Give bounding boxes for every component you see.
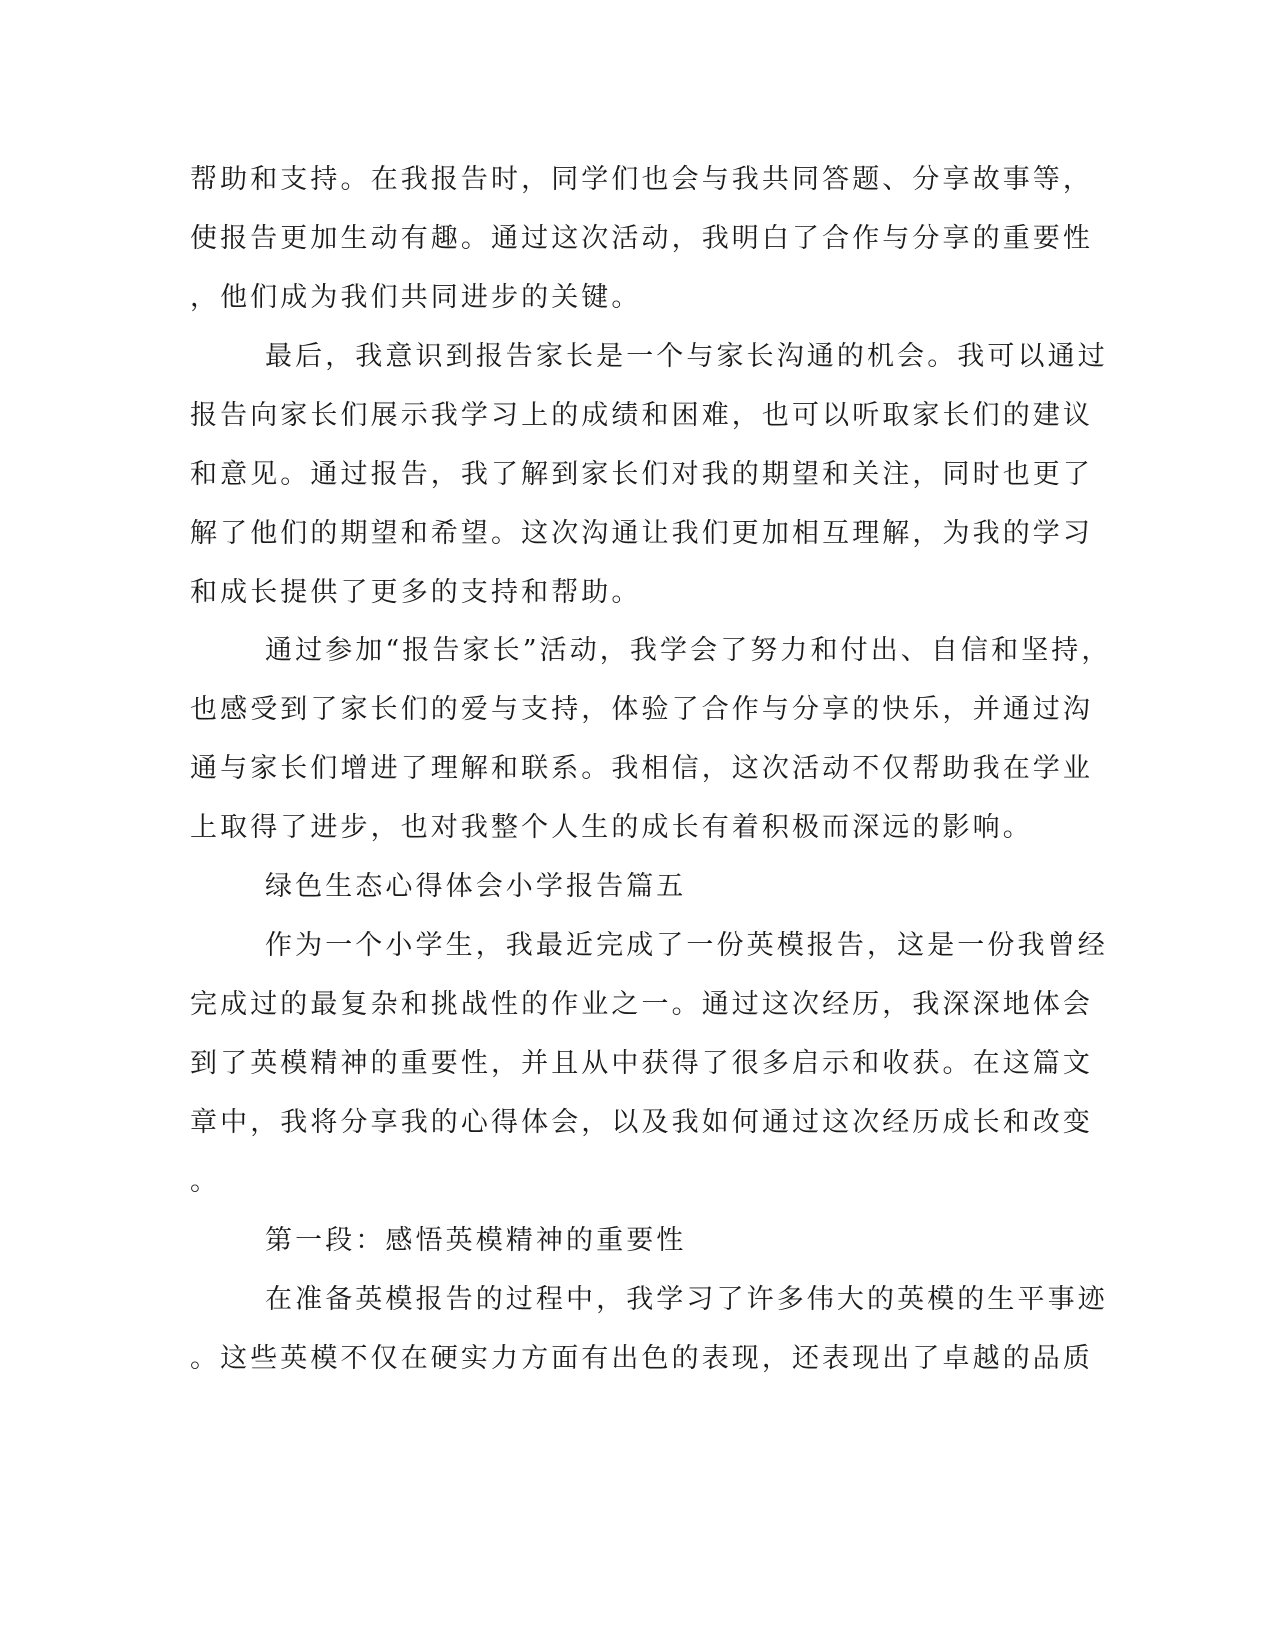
paragraph-first-line: 在准备英模报告的过程中，我学习了许多伟大的英模的生平事迹 bbox=[265, 1284, 1108, 1315]
paragraph-first-line: 最后，我意识到报告家长是一个与家长沟通的机会。我可以通过 bbox=[265, 341, 1108, 372]
body-text-line: 帮助和支持。在我报告时，同学们也会与我共同答题、分享故事等， bbox=[190, 164, 1093, 195]
body-text-line: 和意见。通过报告，我了解到家长们对我的期望和关注，同时也更了 bbox=[190, 459, 1093, 490]
body-text-line: 也感受到了家长们的爱与支持，体验了合作与分享的快乐，并通过沟 bbox=[190, 694, 1093, 725]
section-heading: 绿色生态心得体会小学报告篇五 bbox=[265, 871, 687, 902]
body-text-line: 报告向家长们展示我学习上的成绩和困难，也可以听取家长们的建议 bbox=[190, 400, 1093, 431]
body-text-line: 。 bbox=[190, 1166, 221, 1197]
body-text-line: 章中，我将分享我的心得体会，以及我如何通过这次经历成长和改变 bbox=[190, 1107, 1093, 1138]
body-text-line: 。这些英模不仅在硬实力方面有出色的表现，还表现出了卓越的品质 bbox=[190, 1343, 1093, 1374]
body-text-line: 解了他们的期望和希望。这次沟通让我们更加相互理解，为我的学习 bbox=[190, 518, 1093, 549]
body-text-line: ，他们成为我们共同进步的关键。 bbox=[190, 282, 642, 313]
body-text-line: 上取得了进步，也对我整个人生的成长有着积极而深远的影响。 bbox=[190, 812, 1033, 843]
paragraph-first-line: 通过参加“报告家长”活动，我学会了努力和付出、自信和坚持， bbox=[265, 635, 1112, 666]
body-text-line: 通与家长们增进了理解和联系。我相信，这次活动不仅帮助我在学业 bbox=[190, 753, 1093, 784]
body-text-line: 和成长提供了更多的支持和帮助。 bbox=[190, 577, 642, 608]
subsection-heading: 第一段：感悟英模精神的重要性 bbox=[265, 1225, 687, 1256]
paragraph-first-line: 作为一个小学生，我最近完成了一份英模报告，这是一份我曾经 bbox=[265, 930, 1108, 961]
body-text-line: 使报告更加生动有趣。通过这次活动，我明白了合作与分享的重要性 bbox=[190, 223, 1093, 254]
body-text-line: 到了英模精神的重要性，并且从中获得了很多启示和收获。在这篇文 bbox=[190, 1048, 1093, 1079]
body-text-line: 完成过的最复杂和挑战性的作业之一。通过这次经历，我深深地体会 bbox=[190, 989, 1093, 1020]
